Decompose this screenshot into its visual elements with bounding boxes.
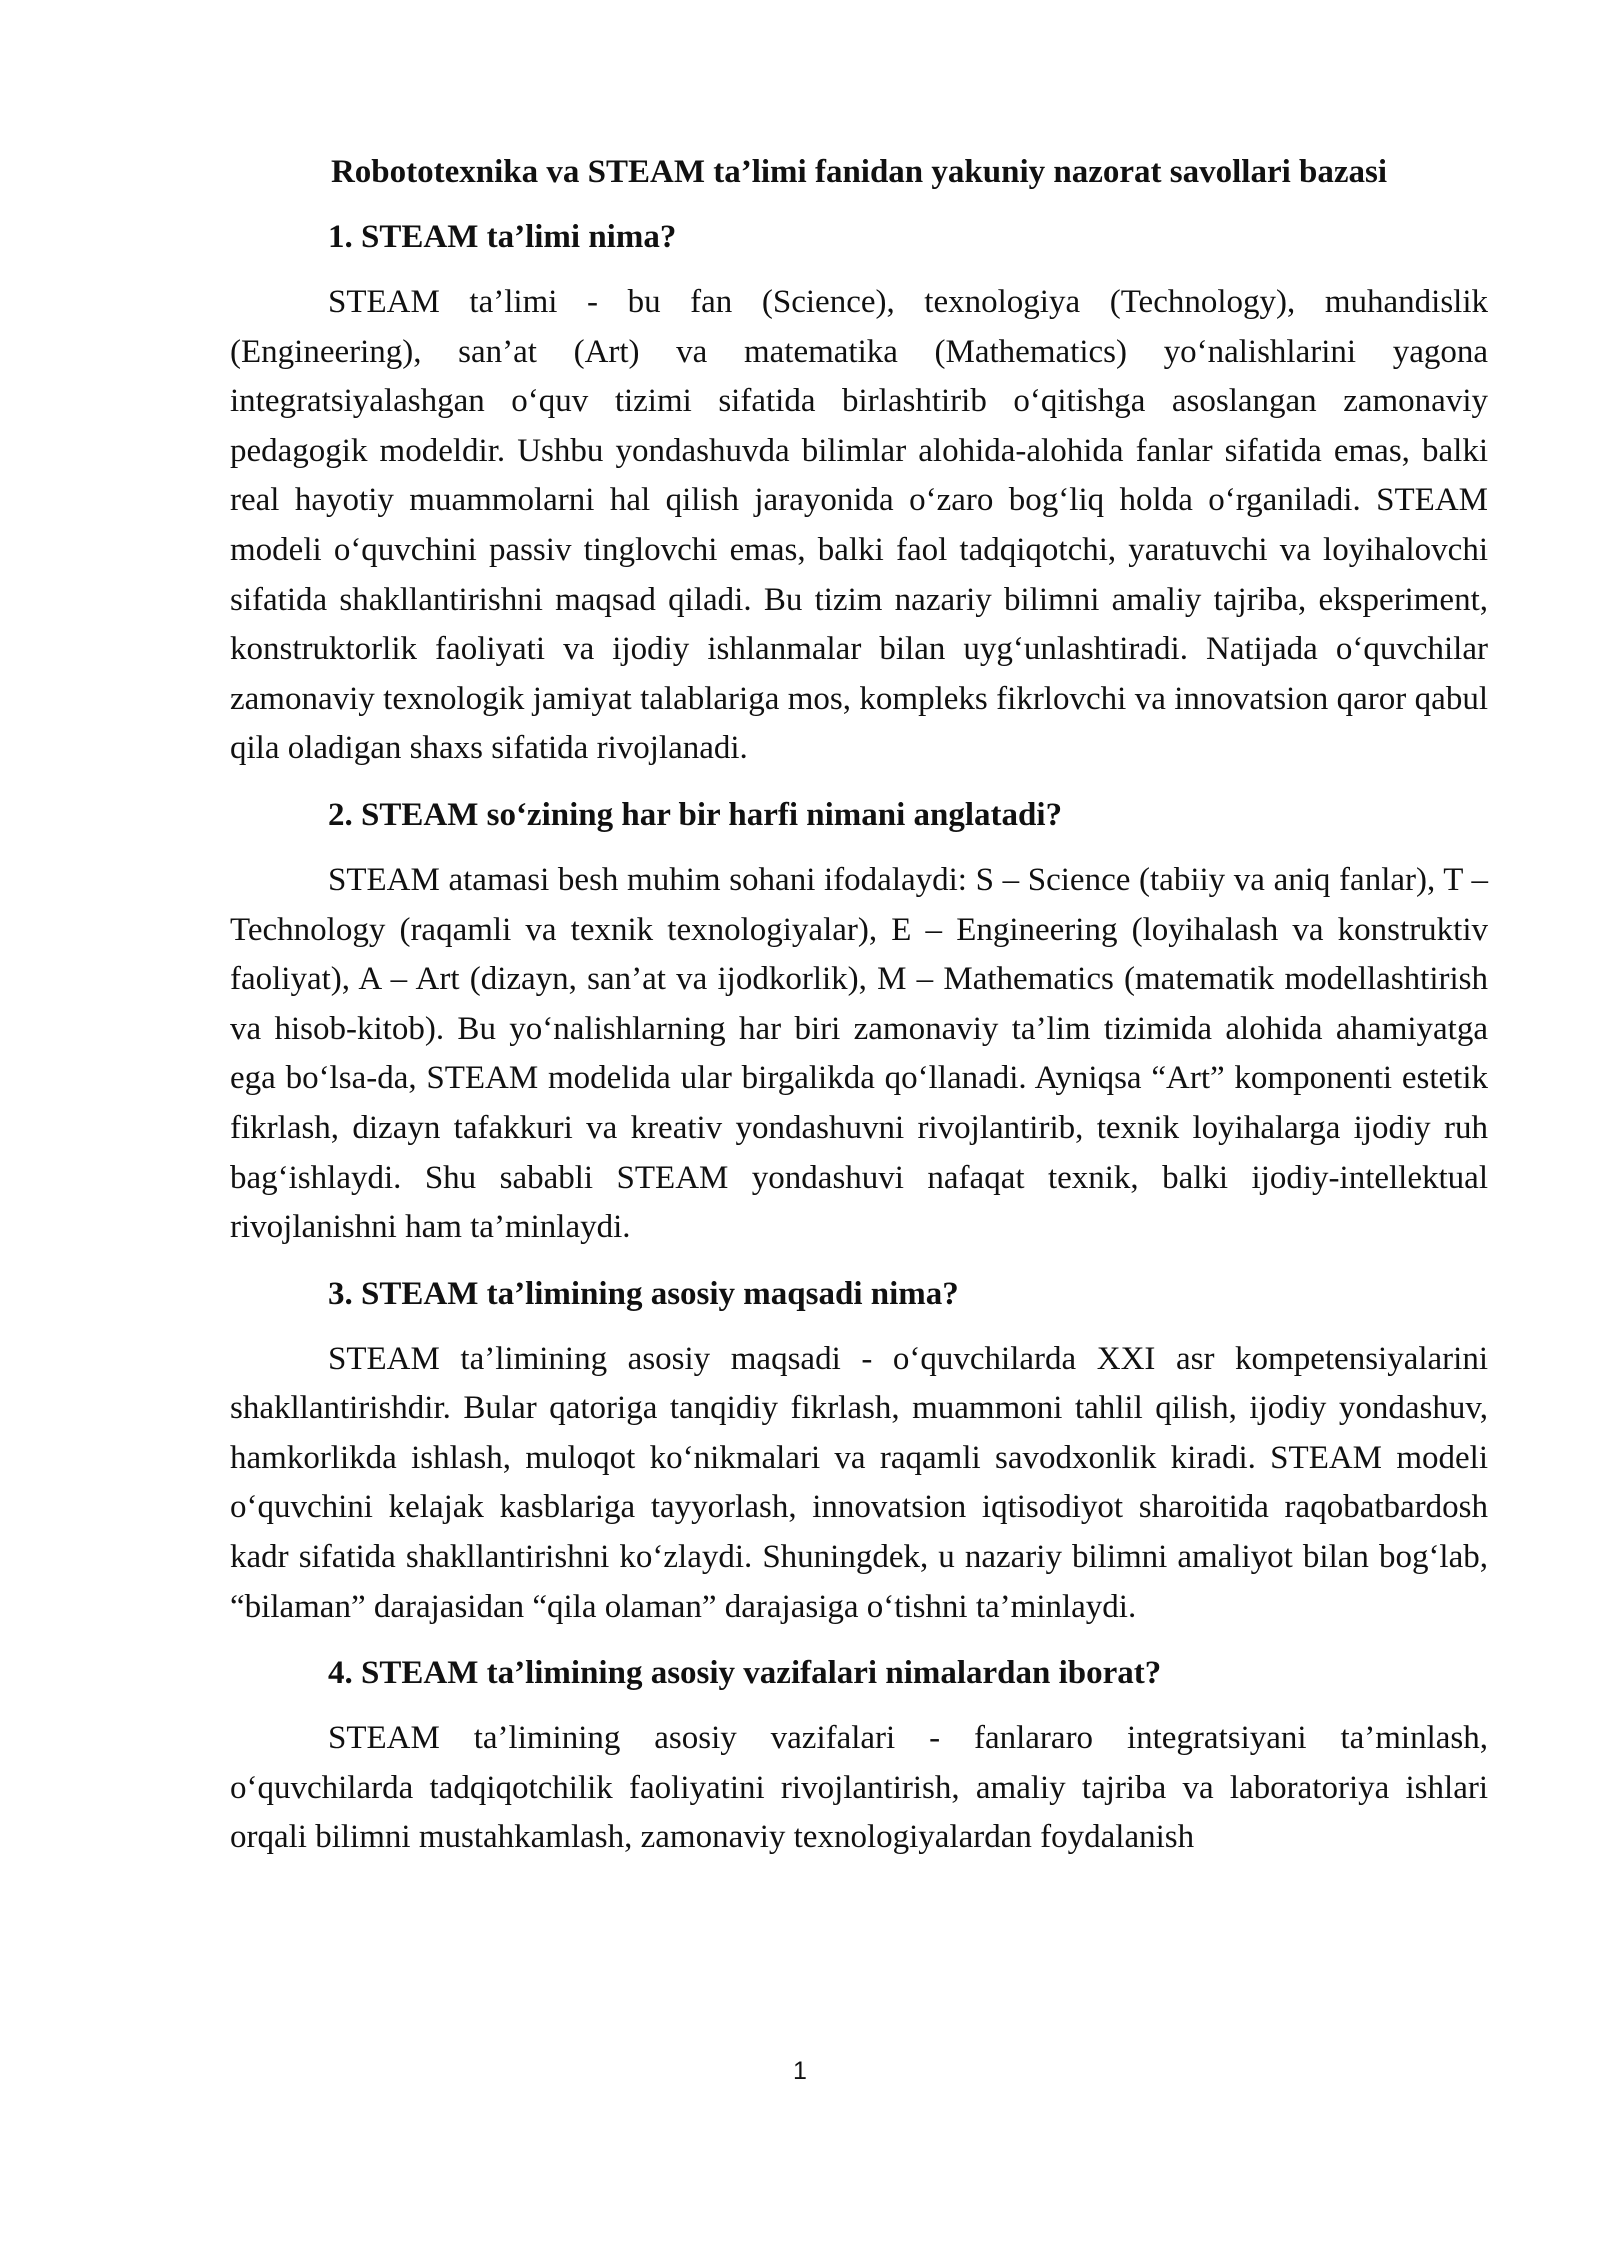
document-content (230, 148, 1488, 1880)
answer-paragraph: STEAM atamasi besh muhim sohani ifodalaydi: S – Science (tabiiy va aniq fanlar), T – Technology (raqamli va texnik texnologiyalar), E – Engineering (loyihalash va konstruktiv faoliyat), A – Art (dizayn, san’at va ijodkorlik), M – Mathematics (matematik modellashtirish va hisob-kitob). Bu yo‘nalishlarning har biri zamonaviy ta’lim tizimida alohida ahamiyatga ega bo‘lsa-da, STEAM modelida ular birgalikda qo‘llanadi. Ayniqsa “Art” komponenti estetik fikrlash, dizayn tafakkuri va kreativ yondashuvni rivojlantirib, texnik loyihalarga ijodiy ruh bag‘ishlaydi. Shu sababli STEAM yondashuvi nafaqat texnik, balki ijodiy-intellektual rivojlanishni ham ta’minlaydi. (230, 861, 1488, 1246)
question-heading: 4. STEAM ta’limining asosiy vazifalari nimalardan iborat? (328, 1655, 1162, 1692)
question-section-2 (230, 791, 1488, 1253)
document-title: Robototexnika va STEAM ta’limi fanidan yakuniy nazorat savollari bazasi (330, 154, 1388, 190)
page-number: 1 (793, 2057, 807, 2085)
answer-paragraph: STEAM ta’limining asosiy vazifalari - fanlararo integratsiyani ta’minlash, o‘quvchilarda tadqiqotchilik faoliyatini rivojlantirish, amaliy tajriba va laboratoriya ishlari orqali bilimni mustahkamlash, zamonaviy texnologiyalardan foydalanish (230, 1720, 1488, 1856)
question-heading: 2. STEAM so‘zining har bir harfi nimani anglatadi? (328, 796, 1063, 833)
answer-paragraph: STEAM ta’limining asosiy maqsadi - o‘quvchilarda XXI asr kompetensiyalarini shakllantirishdir. Bular qatoriga tanqidiy fikrlash, muammoni tahlil qilish, ijodiy yondashuv, hamkorlikda ishlash, muloqot ko‘nikmalari va raqamli savodxonlik kiradi. STEAM modeli o‘quvchini kelajak kasblariga tayyorlash, innovatsion iqtisodiyot sharoitida raqobatbardosh kadr sifatida shakllantirishni ko‘zlaydi. Shuningdek, u nazariy bilimni amaliyot bilan bog‘lab, “bilaman” darajasidan “qila olaman” darajasiga o‘tishni ta’minlaydi. (230, 1340, 1488, 1625)
question-heading: 3. STEAM ta’limining asosiy maqsadi nima? (328, 1275, 959, 1312)
question-section-4 (230, 1649, 1488, 1863)
answer-paragraph: STEAM ta’limi - bu fan (Science), texnologiya (Technology), muhandislik (Engineering), san’at (Art) va matematika (Mathematics) yo‘nalishlarini yagona integratsiyalashgan o‘quv tizimi sifatida birlashtirib o‘qitishga asoslangan zamonaviy pedagogik modeldir. Ushbu yondashuvda bilimlar alohida-alohida fanlar sifatida emas, balki real hayotiy muammolarni hal qilish jarayonida o‘zaro bog‘liq holda o‘rganiladi. STEAM modeli o‘quvchini passiv tinglovchi emas, balki faol tadqiqotchi, yaratuvchi va loyihalovchi sifatida shakllantirishni maqsad qiladi. Bu tizim nazariy bilimni amaliy tajriba, eksperiment, konstruktorlik faoliyati va ijodiy ishlanmalar bilan uyg‘unlashtiradi. Natijada o‘quvchilar zamonaviy texnologik jamiyat talablariga mos, kompleks fikrlovchi va innovatsion qaror qabul qila oladigan shaxs sifatida rivojlanadi. (230, 284, 1488, 767)
question-section-1 (230, 213, 1488, 774)
question-heading: 1. STEAM ta’limi nima? (328, 219, 677, 255)
question-section-3 (230, 1270, 1488, 1633)
